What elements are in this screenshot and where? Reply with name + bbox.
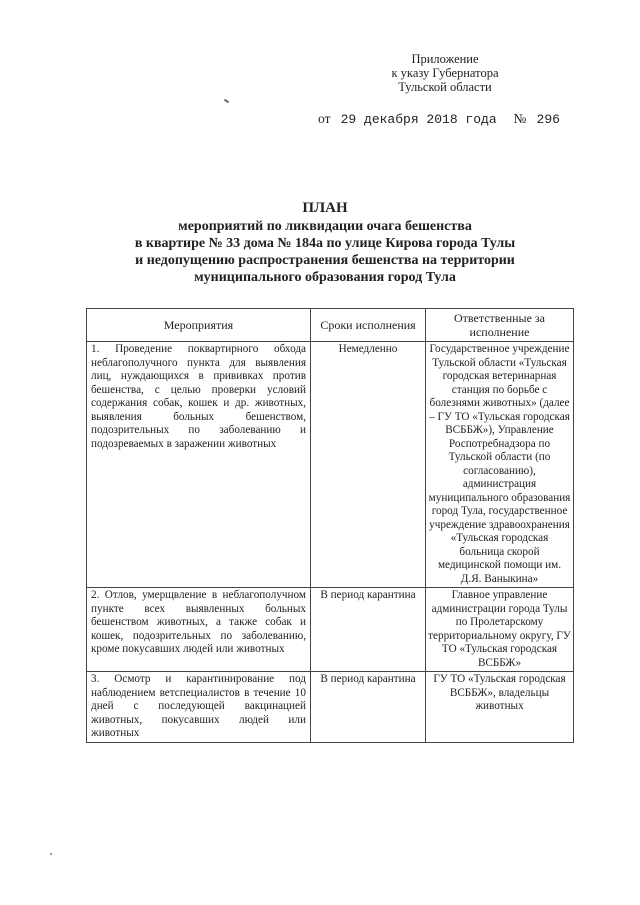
row-period: Немедленно [311,342,426,588]
appendix-block [360,52,530,94]
decree-date: 29 декабря 2018 года [340,112,497,127]
appendix-line3: Тульской области [398,80,492,94]
stray-dot [50,853,52,855]
plan-table [86,308,574,743]
row-activity: 1. Проведение поквартирного обхода неблагополучного пункта для выявления лиц, нуждающихся в прививках против бешенства, с целью проверки условий содержания собак, кошек и др. животных, выявления больных бешенством, подозрительных по заболеванию и подозреваемых в заражении животных [87,342,311,588]
header-deadlines: Сроки исполнения [311,309,426,342]
row-activity: 2. Отлов, умерщвление в неблагополучном пункте всех выявленных больных бешенством животных, а также собак и кошек, подозрительных по заболеванию, кроме покусавших людей или животных [87,588,311,672]
decree-number: 296 [536,112,560,127]
table-row [87,342,574,588]
row-responsible: Государственное учреждение Тульской области «Тульская городская ветеринарная станция по борьбе с болезнями животных» (далее – ГУ ТО «Тульская городская ВСББЖ»), Управление Роспотребнадзора по Тульской области (по согласованию), администрация муниципального образования город Тула, государственное учреждение здравоохранения «Тульская городская больница скорой медицинской помощи им. Д.Я. Ваныкина» [426,342,574,588]
decree-line [318,111,560,127]
row-period: В период карантина [311,672,426,743]
title-main: ПЛАН [302,200,348,216]
header-activities: Мероприятия [87,309,311,342]
table-row [87,588,574,672]
document-title [90,200,560,286]
appendix-line1: Приложение [411,52,479,66]
title-line3: и недопущению распространения бешенства на территории [135,253,515,268]
row-period: В период карантина [311,588,426,672]
decree-from-label: от [318,111,331,126]
row-responsible: ГУ ТО «Тульская городская ВСББЖ», владельцы животных [426,672,574,743]
row-activity: 3. Осмотр и карантинирование под наблюдением ветспециалистов в течение 10 дней с последующей вакцинацией животных, покусавших людей или животных [87,672,311,743]
appendix-line2: к указу Губернатора [391,66,499,80]
title-line2: в квартире № 33 дома № 184а по улице Кирова города Тулы [134,236,516,251]
row-responsible: Главное управление администрации города Тулы по Пролетарскому территориальному округу, ГУ ТО «Тульская городская ВСББЖ» [426,588,574,672]
table-row [87,672,574,743]
header-responsible: Ответственные за исполнение [426,309,574,342]
title-line4: муниципального образования город Тула [194,270,456,285]
decree-number-label: № [513,111,527,126]
stray-mark [224,99,229,104]
title-line1: мероприятий по ликвидации очага бешенства [178,219,472,234]
table-header-row [87,309,574,342]
